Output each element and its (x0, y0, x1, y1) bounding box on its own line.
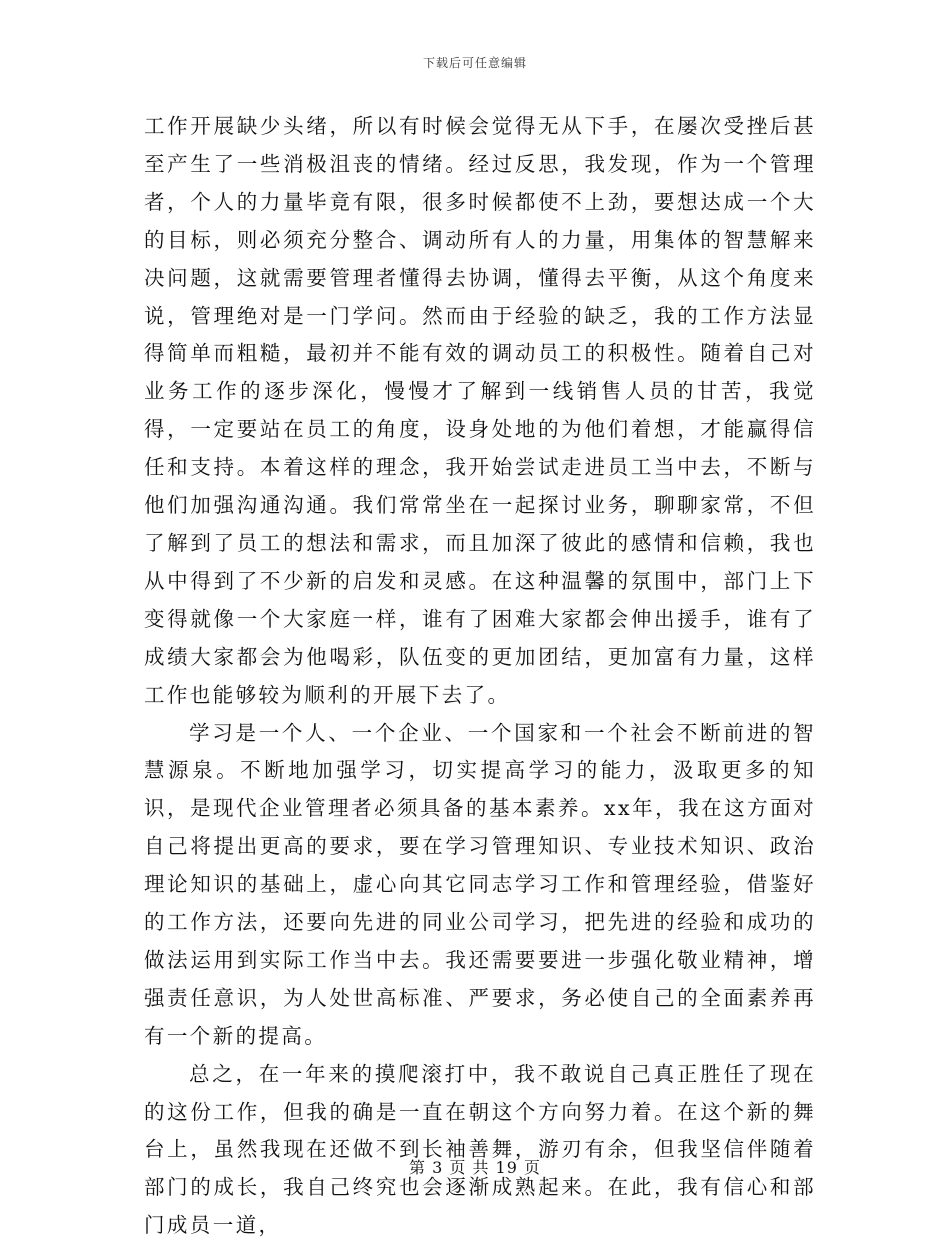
paragraph-learning: 学习是一个人、一个企业、一个国家和一个社会不断前进的智慧源泉。不断地加强学习，切实提高学习的能力，汲取更多的知识，是现代企业管理者必须具备的基本素养。xx年，我在这方面对自己将提出更高的要求，要在学习管理知识、专业技术知识、政治理论知识的基础上，虚心向其它同志学习工作和管理经验，借鉴好的工作方法，还要向先进的同业公司学习，把先进的经验和成功的做法运用到实际工作当中去。我还需要要进一步强化敬业精神，增强责任意识，为人处世高标准、严要求，务必使自己的全面素养再有一个新的提高。 (144, 720, 816, 1048)
document-body (144, 108, 816, 1245)
paragraph-summary: 总之，在一年来的摸爬滚打中，我不敢说自己真正胜任了现在的这份工作，但我的确是一直在朝这个方向努力着。在这个新的舞台上，虽然我现在还做不到长袖善舞，游刃有余，但我坚信伴随着部门的成长，我自己终究也会逐渐成熟起来。在此，我有信心和部门成员一道， (144, 1061, 816, 1238)
page-header: 下载后可任意编辑 (422, 56, 527, 70)
page-number-footer: 第 3 页 共 19 页 (409, 1158, 541, 1177)
paragraph-continuation: 工作开展缺少头绪，所以有时候会觉得无从下手，在屡次受挫后甚至产生了一些消极沮丧的情绪。经过反思，我发现，作为一个管理者，个人的力量毕竟有限，很多时候都使不上劲，要想达成一个大的目标，则必须充分整合、调动所有人的力量，用集体的智慧解来决问题，这就需要管理者懂得去协调，懂得去平衡，从这个角度来说，管理绝对是一门学问。然而由于经验的缺乏，我的工作方法显得简单而粗糙，最初并不能有效的调动员工的积极性。随着自己对业务工作的逐步深化，慢慢才了解到一线销售人员的甘苦，我觉得，一定要站在员工的角度，设身处地的为他们着想，才能赢得信任和支持。本着这样的理念，我开始尝试走进员工当中去，不断与他们加强沟通沟通。我们常常坐在一起探讨业务，聊聊家常，不但了解到了员工的想法和需求，而且加深了彼此的感情和信赖，我也从中得到了不少新的启发和灵感。在这种温馨的氛围中，部门上下变得就像一个大家庭一样，谁有了困难大家都会伸出援手，谁有了成绩大家都会为他喝彩，队伍变的更加团结，更加富有力量，这样工作也能够较为顺利的开展下去了。 (144, 114, 816, 707)
